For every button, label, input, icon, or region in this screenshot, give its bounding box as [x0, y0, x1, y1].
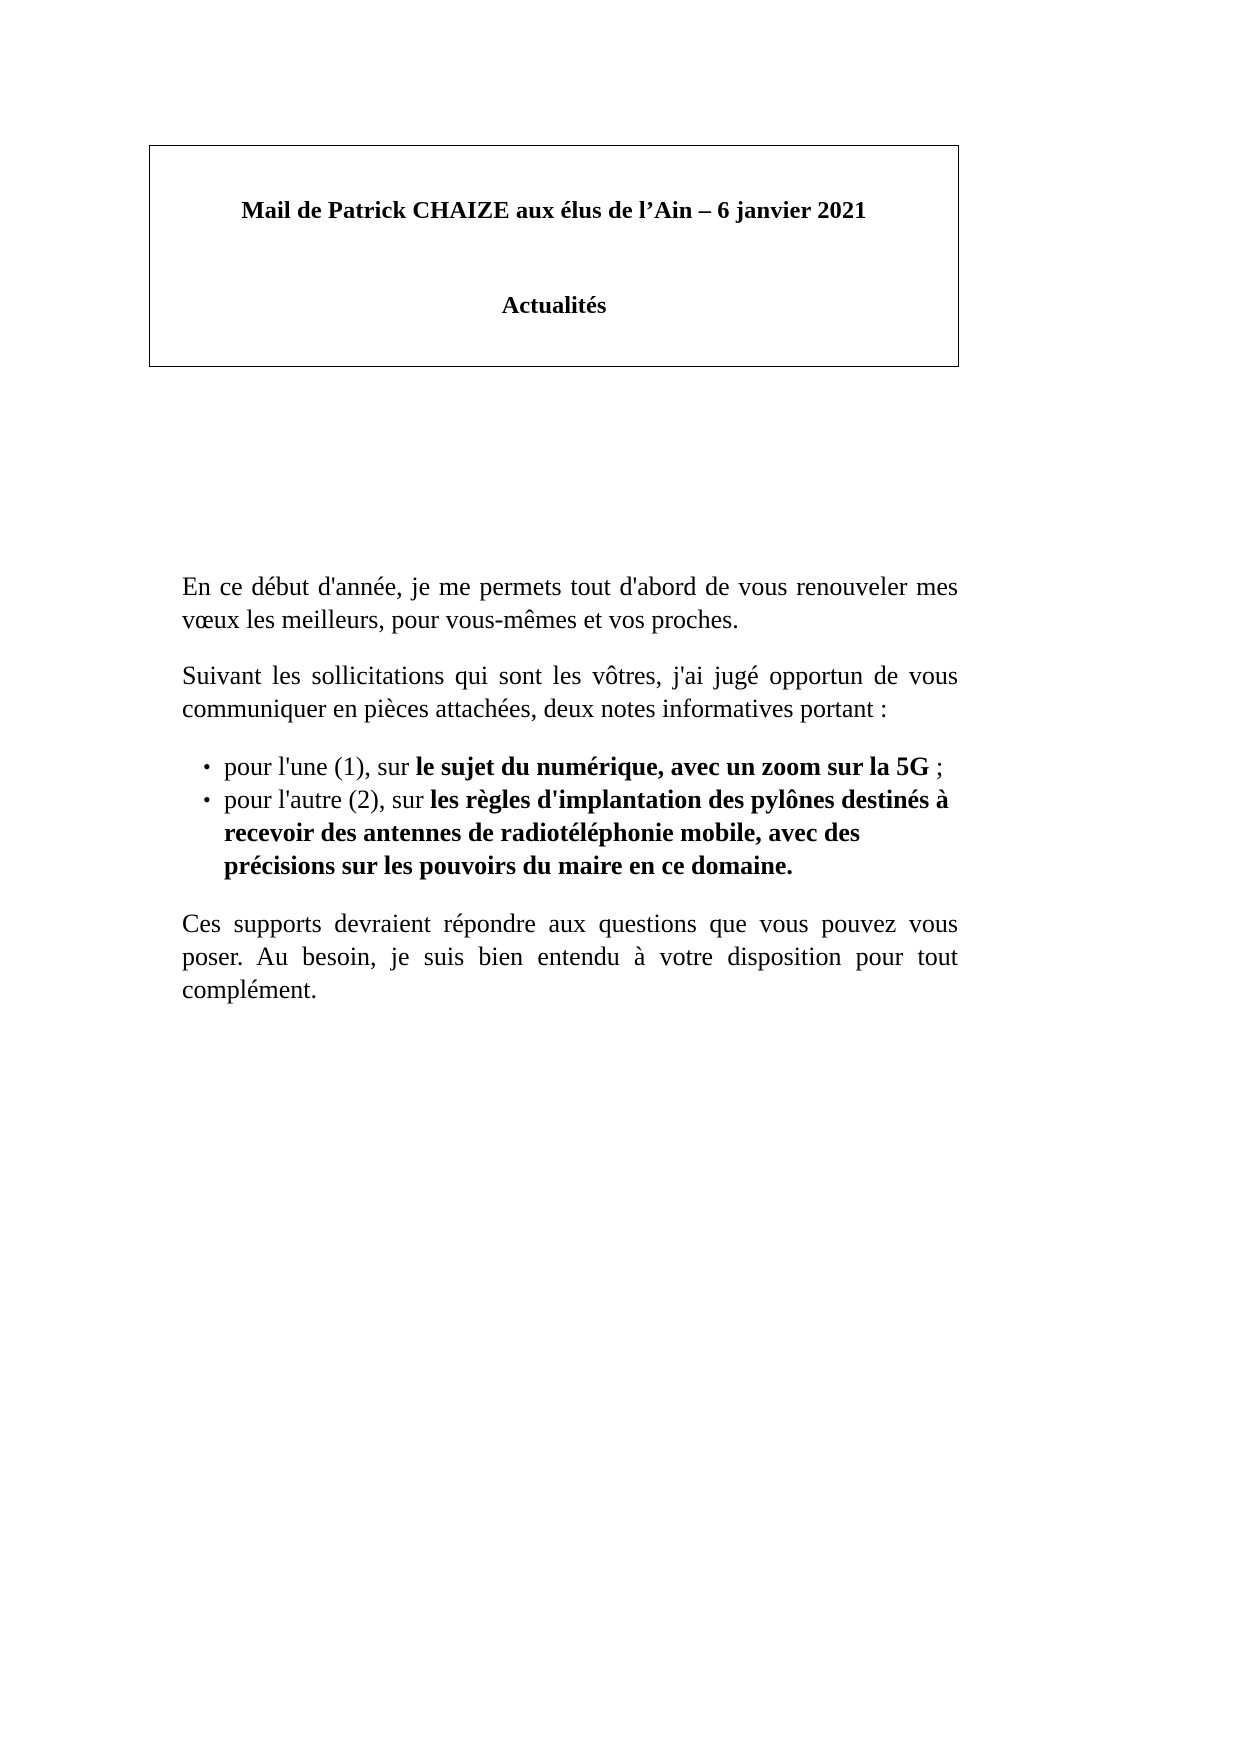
list-item	[182, 750, 958, 783]
header-subtitle: Actualités	[501, 292, 607, 319]
attachment-list	[182, 750, 958, 882]
bullet-lead-text: pour l'une (1), sur	[224, 752, 416, 781]
bullet-emphasis-text: les règles d'implantation des pylônes destinés à recevoir des antennes de radiotéléphonie mobile, avec des précisions sur les pouvoirs du maire en ce domaine.	[224, 785, 949, 880]
list-item	[182, 783, 958, 882]
bullet-emphasis-text: le sujet du numérique, avec un zoom sur la 5G	[415, 752, 930, 781]
page-title: Mail de Patrick CHAIZE aux élus de l’Ain – 6 janvier 2021	[241, 197, 867, 224]
paragraph-attachments-intro: Suivant les sollicitations qui sont les vôtres, j'ai jugé opportun de vous communiquer en pièces attachées, deux notes informatives portant :	[182, 661, 958, 723]
document-body	[182, 570, 958, 1006]
paragraph-intro: En ce début d'année, je me permets tout d'abord de vous renouveler mes vœux les meilleurs, pour vous-mêmes et vos proches.	[182, 572, 958, 634]
header-box	[149, 145, 959, 367]
paragraph-closing: Ces supports devraient répondre aux questions que vous pouvez vous poser. Au besoin, je suis bien entendu à votre disposition pour tout complément.	[182, 909, 958, 1004]
bullet-trail-text: ;	[929, 752, 944, 781]
bullet-lead-text: pour l'autre (2), sur	[224, 785, 431, 814]
